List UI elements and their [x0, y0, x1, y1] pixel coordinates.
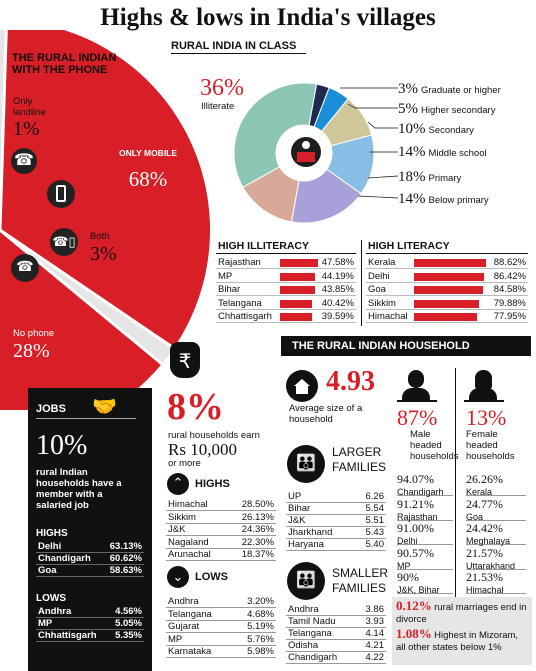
list-item — [166, 621, 276, 633]
divorce-text: rural marriages end in divorce — [396, 602, 527, 625]
list-item-name: Chandigarh — [288, 652, 338, 663]
list-item-name: UP — [288, 491, 302, 502]
class-legend-item — [398, 190, 489, 208]
state-value: 90% — [397, 570, 419, 584]
list-item-value: 4.56% — [115, 606, 142, 617]
list-item-name: J&K — [288, 515, 306, 526]
list-item — [286, 604, 386, 616]
earn-text-1: rural households earn — [168, 430, 260, 441]
reader-icon — [291, 137, 321, 167]
state-value: 24.77% — [466, 496, 503, 511]
list-item-name: Arunachal — [168, 549, 211, 560]
class-legend-label: Graduate or higher — [421, 85, 501, 96]
list-item-value: 5.19% — [247, 621, 274, 632]
nophone-label: No phone — [13, 328, 55, 339]
male-headed-value: 87% — [397, 405, 438, 430]
list-item — [166, 609, 276, 621]
table-cell-value: 47.58% — [321, 257, 354, 268]
avg-household-value: 4.93 — [326, 366, 375, 397]
table-cell-value: 43.85% — [321, 284, 354, 295]
high-literacy-heading: HIGH LITERACY — [368, 240, 450, 252]
page-title: Highs & lows in India's villages — [100, 4, 436, 31]
lows-arrow-icon: ⌄ — [167, 566, 189, 588]
class-legend-item — [398, 80, 501, 98]
list-item-name: Karnataka — [168, 646, 212, 657]
table-row — [216, 310, 356, 323]
both-value: 3% — [90, 243, 117, 265]
money-bag-icon: ₹ — [170, 342, 200, 378]
earn-lows-heading: LOWS — [195, 571, 228, 583]
state-name: Himachal — [466, 585, 504, 595]
table-cell-value: 40.42% — [321, 297, 354, 309]
table-row — [366, 256, 528, 269]
list-item-name: J&K — [168, 524, 186, 535]
earn-text-2: or more — [168, 458, 201, 469]
nophone-value: 28% — [13, 340, 50, 362]
list-item-value: 4.22 — [365, 652, 384, 663]
jobs-rule — [36, 418, 136, 419]
list-item-value: 26.13% — [241, 511, 274, 523]
landline-phone-icon: ☎ — [11, 148, 37, 174]
list-item-name: Telangana — [288, 628, 332, 639]
bar — [280, 259, 318, 267]
list-item — [166, 646, 276, 658]
list-item-value: 58.63% — [109, 565, 142, 576]
list-item — [166, 596, 276, 608]
table-cell-value: 39.59% — [321, 311, 354, 322]
smaller-family-icon: 👪 — [287, 562, 325, 600]
list-item-name: Bihar — [288, 503, 311, 514]
table-cell-name: Telangana — [218, 297, 262, 309]
list-item — [286, 616, 386, 628]
state-value: 91.00% — [397, 521, 434, 535]
table-cell-name: Bihar — [218, 284, 241, 295]
illiterate-value: 36% — [200, 75, 244, 101]
high-literacy-table — [366, 256, 528, 326]
table-row — [216, 256, 356, 269]
bar — [414, 313, 477, 321]
class-legend-item — [398, 168, 461, 186]
high-literacy-rule — [366, 253, 528, 254]
list-item — [286, 515, 386, 527]
list-item-value: 18.37% — [241, 549, 274, 560]
state-value: 24.42% — [466, 521, 503, 535]
divorce-value: 0.12% — [396, 598, 432, 613]
earn-big-value: 8% — [167, 386, 224, 428]
illiterate-label: Illiterate — [201, 101, 235, 112]
list-item-value: 63.13% — [109, 541, 142, 552]
table-cell-value: 86.42% — [493, 270, 526, 282]
table-row — [216, 270, 356, 283]
mobile-phone-icon — [47, 180, 75, 208]
class-legend-label: Secondary — [428, 125, 474, 136]
list-item — [286, 628, 386, 640]
state-item — [466, 570, 526, 594]
table-cell-value: 88.62% — [493, 257, 526, 268]
table-cell-name: Delhi — [368, 270, 390, 282]
bar — [414, 273, 484, 281]
high-illiteracy-rule — [216, 253, 356, 254]
list-item — [166, 524, 276, 536]
table-cell-name: Goa — [368, 284, 386, 295]
list-item — [36, 606, 144, 618]
female-headed-label: Female headed households — [466, 429, 515, 462]
mizoram-text: Highest in Mizoram, all other states below 1% — [396, 630, 519, 653]
landline-value: 1% — [13, 118, 40, 140]
mobile-value: 68% — [128, 167, 168, 191]
list-item-name: Delhi — [38, 541, 62, 552]
man-icon — [397, 368, 437, 402]
state-name: Chandigarh — [397, 487, 444, 497]
list-item — [286, 527, 386, 539]
list-item — [166, 512, 276, 524]
state-item — [466, 497, 526, 521]
state-item — [466, 472, 526, 496]
smaller-families-heading: SMALLER FAMILIES — [332, 566, 389, 595]
table-cell-name: MP — [218, 270, 233, 282]
table-cell-value: 84.58% — [493, 284, 526, 295]
list-item — [36, 565, 144, 577]
class-legend-value: 14% — [398, 191, 426, 207]
table-cell-value: 77.95% — [493, 311, 526, 322]
list-item-name: Chandigarh — [38, 553, 91, 564]
list-item-value: 22.30% — [241, 536, 274, 548]
table-row — [366, 297, 528, 310]
list-item-name: MP — [38, 618, 53, 629]
list-item-name: Tamil Nadu — [288, 616, 336, 627]
table-cell-name: Sikkim — [368, 297, 396, 309]
bar — [280, 313, 312, 321]
table-cell-value: 79.88% — [493, 297, 526, 309]
list-item-name: Telangana — [168, 608, 212, 620]
illiteracy-divider — [361, 240, 362, 326]
list-item-value: 3.86 — [365, 604, 384, 615]
bar — [280, 286, 315, 294]
list-item-value: 5.54 — [365, 503, 384, 514]
both-phones-icon: ☎▯ — [50, 228, 78, 256]
bar — [414, 259, 486, 267]
gender-divider — [455, 368, 456, 600]
list-item — [286, 539, 386, 551]
larger-families-heading: LARGER FAMILIES — [332, 445, 387, 474]
list-item-name: Jharkhand — [288, 527, 333, 538]
class-legend-label: Below primary — [428, 195, 489, 206]
landline-label: Only landline — [13, 96, 46, 118]
list-item-name: Chhattisgarh — [38, 630, 97, 641]
household-heading: THE RURAL INDIAN HOUSEHOLD — [292, 340, 470, 352]
list-item — [166, 549, 276, 561]
table-row — [366, 283, 528, 296]
phone-heading: THE RURAL INDIAN WITH THE PHONE — [12, 52, 117, 76]
state-item — [466, 521, 526, 545]
class-legend-item — [398, 143, 487, 161]
state-item — [397, 570, 453, 594]
state-name: Meghalaya — [466, 536, 511, 546]
list-item-name: Goa — [38, 565, 57, 576]
list-item — [166, 499, 276, 511]
list-item-name: Odisha — [288, 640, 319, 651]
class-legend-label: Higher secondary — [421, 105, 496, 116]
list-item — [36, 541, 144, 553]
list-item-name: Andhra — [168, 596, 199, 607]
avg-household-label: Average size of a household — [289, 403, 363, 425]
list-item-name: Gujarat — [168, 621, 200, 632]
list-item-value: 5.76% — [247, 633, 274, 645]
state-item — [397, 521, 453, 545]
earn-amount: Rs 10,000 — [168, 440, 237, 459]
table-cell-value: 44.19% — [321, 270, 354, 282]
list-item-value: 5.35% — [115, 630, 142, 641]
bar — [280, 300, 312, 308]
list-item-value: 5.43 — [365, 527, 384, 538]
no-phone-icon: ☎ — [11, 254, 39, 282]
mizoram-value: 1.08% — [396, 626, 432, 641]
class-legend-value: 3% — [398, 81, 418, 97]
list-item-value: 4.21 — [365, 640, 384, 651]
list-item — [286, 640, 386, 652]
list-item-value: 60.62% — [109, 553, 142, 564]
state-value: 26.26% — [466, 472, 503, 486]
class-legend-value: 14% — [398, 144, 426, 160]
bar — [414, 300, 479, 308]
bar — [280, 273, 315, 281]
list-item-value: 5.98% — [247, 646, 274, 657]
state-value: 94.07% — [397, 472, 434, 486]
mobile-label: ONLY MOBILE — [118, 148, 178, 158]
table-cell-name: Rajasthan — [218, 257, 261, 268]
list-item — [286, 652, 386, 664]
list-item-value: 5.40 — [365, 539, 384, 550]
jobs-big-value: 10% — [36, 430, 88, 461]
table-row — [366, 310, 528, 323]
list-item-name: Haryana — [288, 539, 324, 550]
list-item-value: 3.93 — [365, 616, 384, 627]
state-name: Kerala — [466, 487, 493, 497]
state-item — [397, 497, 453, 521]
class-heading-rule — [171, 53, 306, 54]
bar — [414, 286, 483, 294]
divorce-note — [396, 600, 530, 626]
list-item-value: 4.14 — [365, 628, 384, 639]
table-cell-name: Himachal — [368, 311, 408, 322]
highs-arrow-icon: ⌃ — [167, 473, 189, 495]
list-item-value: 5.05% — [115, 618, 142, 629]
list-item-value: 6.26 — [365, 491, 384, 502]
list-item-value: 28.50% — [241, 499, 274, 510]
list-item-name: Himachal — [168, 499, 208, 510]
list-item-name: Nagaland — [168, 536, 209, 548]
list-item — [36, 553, 144, 565]
list-item — [36, 630, 144, 642]
jobs-heading: JOBS — [36, 403, 66, 415]
class-heading: RURAL INDIA IN CLASS — [171, 40, 297, 52]
jobs-text: rural Indian households have a member with a salaried job — [36, 467, 122, 511]
house-icon — [286, 370, 318, 402]
state-item — [397, 546, 453, 570]
male-headed-label: Male headed households — [410, 429, 459, 462]
table-row — [216, 297, 356, 310]
state-name: Rajasthan — [397, 511, 438, 522]
state-name: Delhi — [397, 536, 418, 546]
list-item — [166, 634, 276, 646]
mizoram-note — [396, 628, 530, 654]
jobs-highs-heading: HIGHS — [36, 528, 68, 539]
female-headed-value: 13% — [466, 405, 507, 430]
list-item — [286, 503, 386, 515]
earn-highs-heading: HIGHS — [195, 478, 230, 490]
list-item-value: 4.68% — [247, 608, 274, 620]
state-name: J&K, Bihar — [397, 585, 440, 595]
list-item-value: 3.20% — [247, 596, 274, 607]
class-legend-label: Primary — [428, 173, 462, 184]
jobs-lows-heading: LOWS — [36, 593, 66, 604]
state-value: 90.57% — [397, 545, 434, 560]
class-legend-item — [398, 120, 474, 138]
list-item — [36, 618, 144, 630]
class-legend-value: 18% — [398, 169, 426, 185]
high-illiteracy-heading: HIGH ILLITERACY — [218, 240, 309, 252]
both-label: Both — [90, 231, 110, 242]
state-name: Uttarakhand — [466, 560, 516, 571]
state-value: 21.53% — [466, 570, 503, 584]
table-row — [366, 270, 528, 283]
list-item — [166, 537, 276, 549]
class-legend-value: 5% — [398, 101, 418, 117]
high-illiteracy-table — [216, 256, 356, 326]
handshake-icon: 🤝 — [92, 396, 117, 418]
list-item-name: MP — [168, 633, 183, 645]
list-item-value: 5.51 — [365, 515, 384, 526]
state-name: MP — [397, 560, 411, 571]
table-cell-name: Kerala — [368, 257, 396, 268]
list-item — [286, 491, 386, 503]
table-row — [216, 283, 356, 296]
list-item-name: Andhra — [288, 604, 319, 615]
larger-family-icon: 👪 — [287, 445, 325, 483]
list-item-name: Andhra — [38, 606, 72, 617]
table-cell-name: Chhattisgarh — [218, 311, 272, 322]
state-item — [397, 472, 453, 496]
state-value: 91.21% — [397, 496, 434, 511]
woman-icon — [464, 368, 504, 402]
class-legend-item — [398, 100, 495, 118]
state-name: Goa — [466, 511, 484, 522]
class-legend-label: Middle school — [428, 148, 487, 159]
state-value: 21.57% — [466, 545, 503, 560]
list-item-value: 24.36% — [241, 524, 274, 535]
list-item-name: Sikkim — [168, 511, 196, 523]
class-legend-value: 10% — [398, 121, 426, 137]
state-item — [466, 546, 526, 570]
